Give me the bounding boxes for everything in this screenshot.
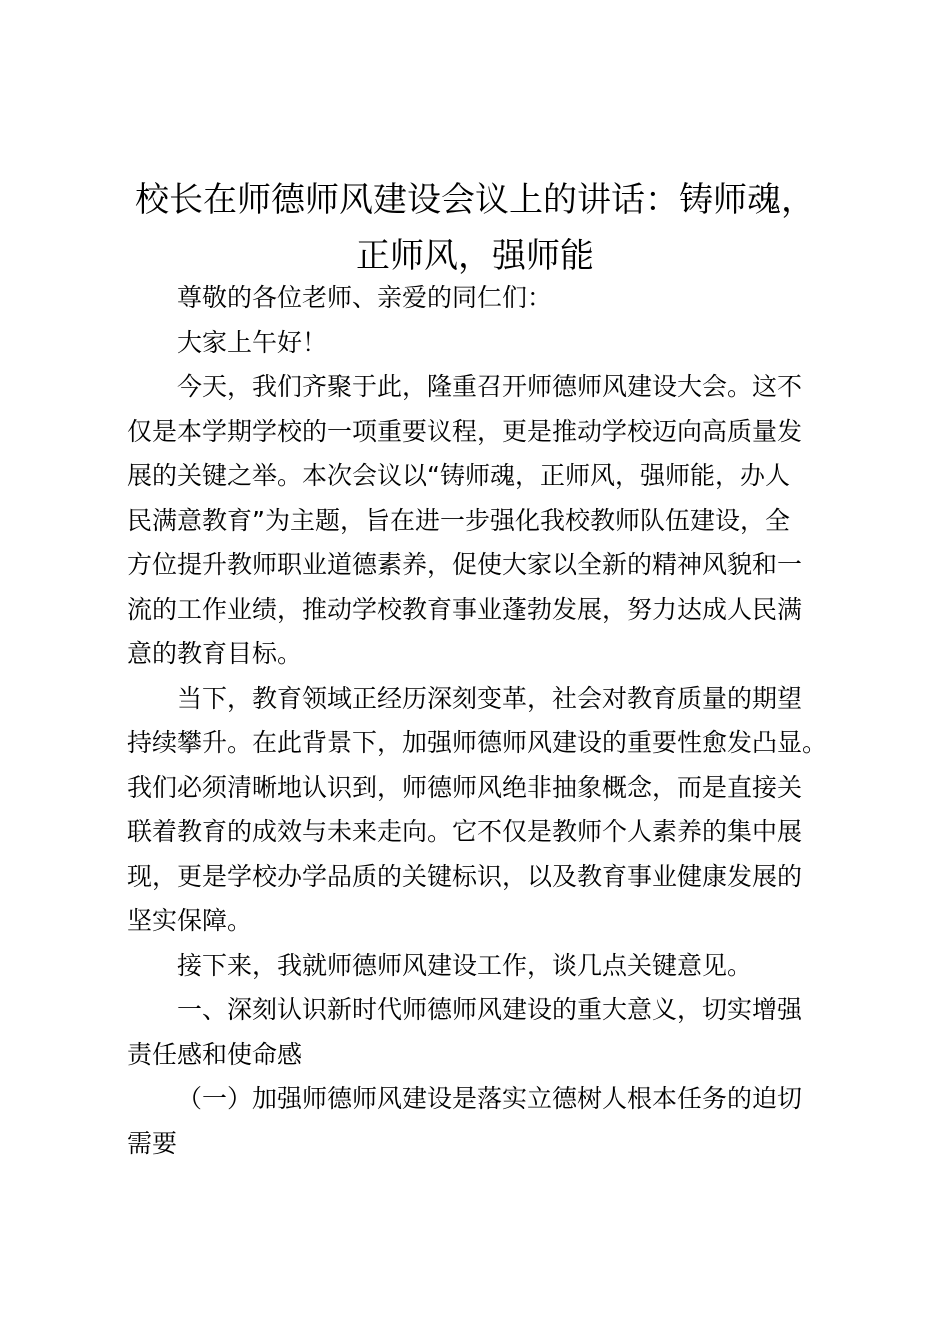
paragraph-line: 当下，教育领域正经历深刻变革，社会对教育质量的期望 [177,683,803,713]
paragraph-line: 仅是本学期学校的一项重要议程，更是推动学校迈向高质量发 [127,416,803,446]
title-line-2: 正师风，强师能 [356,236,594,276]
paragraph-line: 流的工作业绩，推动学校教育事业蓬勃发展，努力达成人民满 [127,594,803,624]
paragraph-line: 我们必须清晰地认识到，师德师风绝非抽象概念，而是直接关 [127,772,803,802]
greeting: 大家上午好！ [177,327,328,357]
title-line-1: 校长在师德师风建设会议上的讲话：铸师魂， [135,180,815,220]
paragraph-line: 方位提升教师职业道德素养，促使大家以全新的精神风貌和一 [127,550,803,579]
document-body [127,276,837,1166]
section-heading-1 [127,988,837,1077]
paragraph-line: 持续攀升。在此背景下，加强师德师风建设的重要性愈发凸显。 [127,728,828,757]
subsection-heading-1-1 [127,1077,837,1166]
paragraph-1 [127,365,837,677]
heading-line: 责任感和使命感 [127,1039,303,1069]
document-title [110,172,840,284]
salutation: 尊敬的各位老师、亲爱的同仁们： [177,283,553,312]
paragraph-line: 联着教育的成效与未来走向。它不仅是教师个人素养的集中展 [127,817,803,846]
paragraph-line: 民满意教育”为主题，旨在进一步强化我校教师队伍建设，全 [127,505,790,535]
heading-line: （一）加强师德师风建设是落实立德树人根本任务的迫切 [177,1084,803,1113]
heading-line: 需要 [127,1128,178,1158]
paragraph-line: 今天，我们齐聚于此，隆重召开师德师风建设大会。这不 [177,372,803,401]
paragraph-line: 意的教育目标。 [127,639,303,668]
paragraph-line: 坚实保障。 [127,906,253,935]
paragraph-line: 展的关键之举。本次会议以“铸师魂，正师风，强师能，办人 [127,461,790,490]
paragraph-3: 接下来，我就师德师风建设工作，谈几点关键意见。 [177,950,753,980]
paragraph-2 [127,677,837,944]
heading-line: 一、深刻认识新时代师德师风建设的重大意义，切实增强 [177,995,803,1024]
paragraph-line: 现，更是学校办学品质的关键标识，以及教育事业健康发展的 [127,861,803,891]
